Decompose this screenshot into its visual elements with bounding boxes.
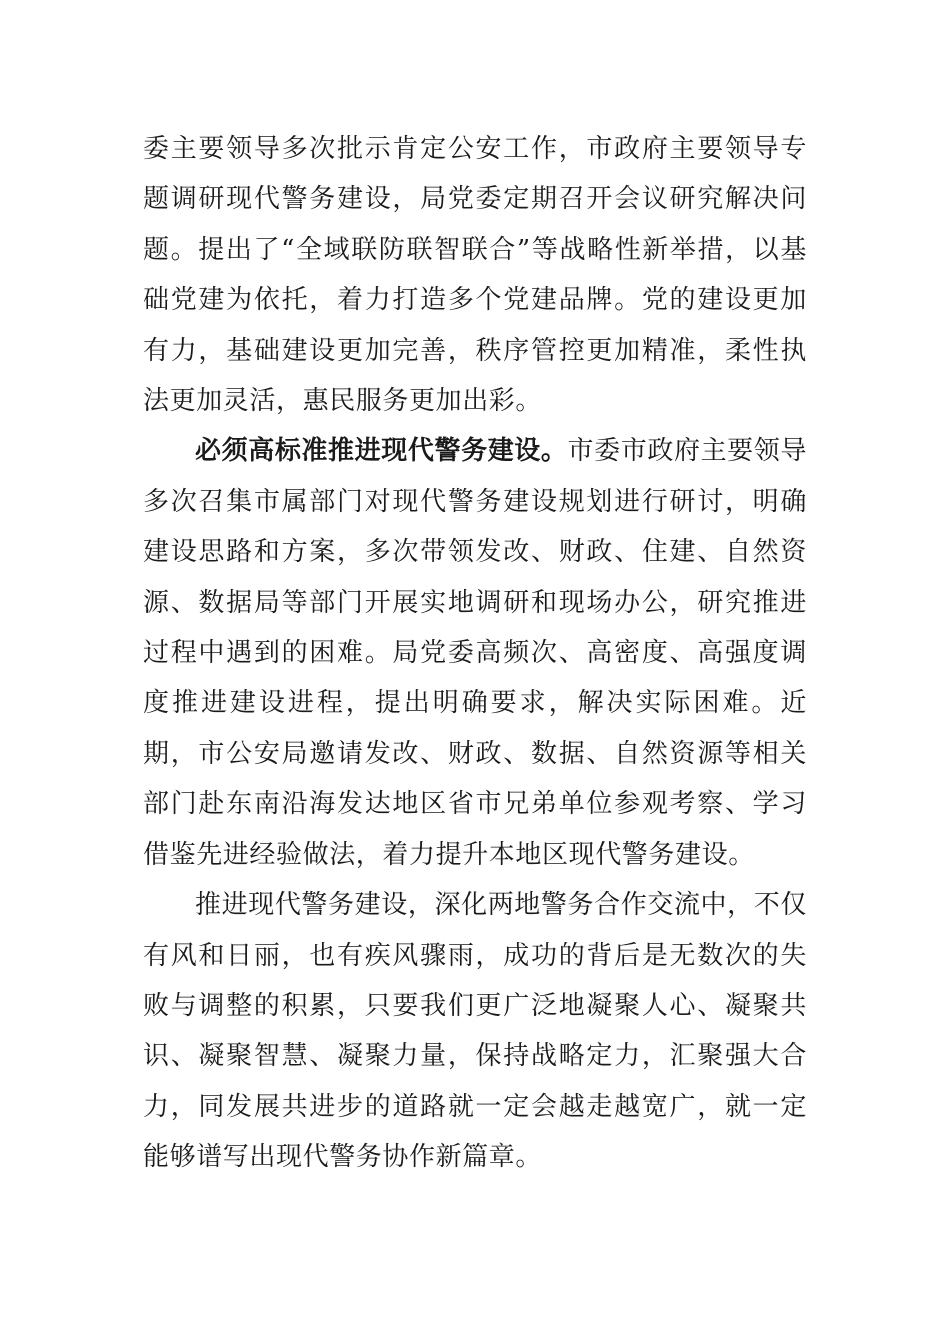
paragraph-2-text: 市委市政府主要领导多次召集市属部门对现代警务建设规划进行研讨，明确建设思路和方案，多次带领发改、财政、住建、自然资源、数据局等部门开展实地调研和现场办公，研究推进过程中遇到的困难。局党委高频次、高密度、高强度调度推进建设进程，提出明确要求，解决实际困难。近期，市公安局邀请发改、财政、数据、自然资源等相关部门赴东南沿海发达地区省市兄弟单位参观考察、学习借鉴先进经验做法，着力提升本地区现代警务建设。 (143, 436, 807, 870)
paragraph-2 (143, 426, 807, 880)
document-body (143, 124, 807, 1183)
paragraph-2-lead: 必须高标准推进现代警务建设。 (195, 436, 568, 467)
paragraph-1 (143, 124, 807, 426)
paragraph-1-text: 委主要领导多次批示肯定公安工作，市政府主要领导专题调研现代警务建设，局党委定期召开会议研究解决问题。提出了“全域联防联智联合”等战略性新举措，以基础党建为依托，着力打造多个党建品牌。党的建设更加有力，基础建设更加完善，秩序管控更加精准，柔性执法更加灵活，惠民服务更加出彩。 (143, 134, 807, 417)
paragraph-3-text: 推进现代警务建设，深化两地警务合作交流中，不仅有风和日丽，也有疾风骤雨，成功的背后是无数次的失败与调整的积累，只要我们更广泛地凝聚人心、凝聚共识、凝聚智慧、凝聚力量，保持战略定力，汇聚强大合力，同发展共进步的道路就一定会越走越宽广，就一定能够谱写出现代警务协作新篇章。 (143, 890, 807, 1173)
paragraph-3 (143, 880, 807, 1182)
